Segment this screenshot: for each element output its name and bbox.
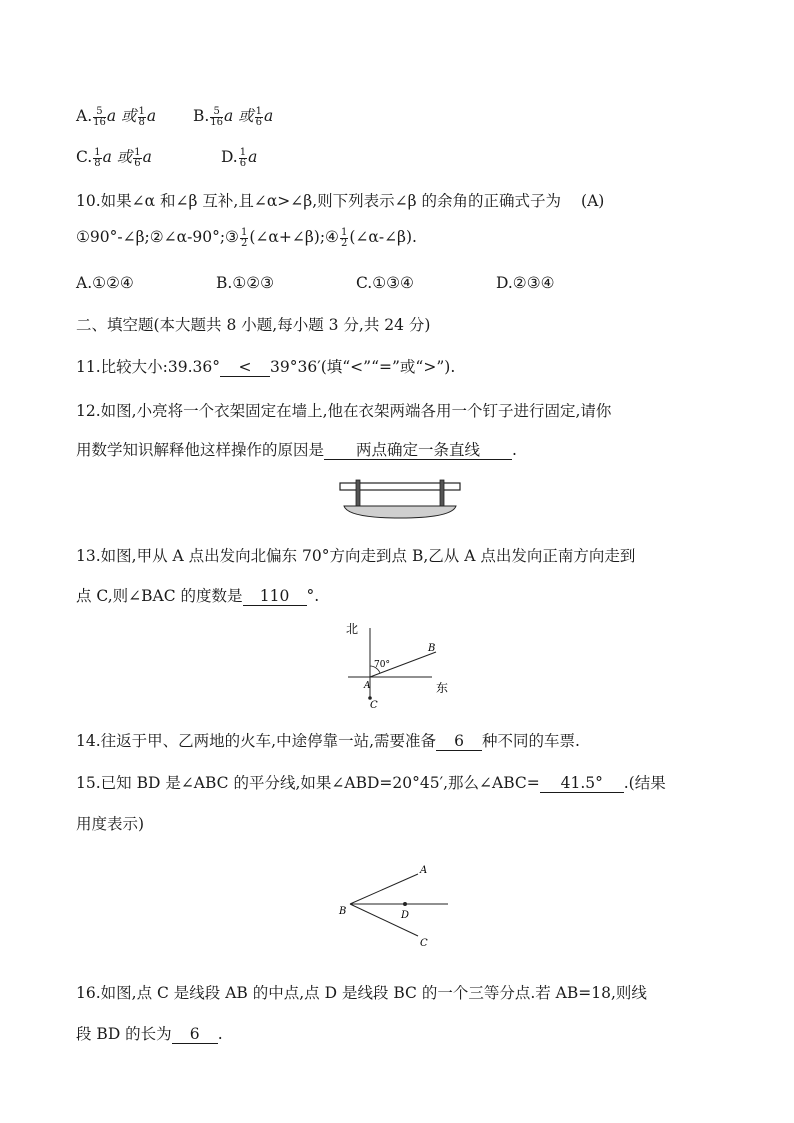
fraction-half <box>340 228 348 249</box>
numerator: 1 <box>340 226 348 238</box>
numerator: 1 <box>138 105 145 117</box>
fraction <box>93 148 101 169</box>
denominator: 6 <box>134 157 141 169</box>
point-d-dot <box>403 902 407 906</box>
q9-options-row2 <box>76 146 257 169</box>
question-text: 种不同的车票. <box>482 732 580 750</box>
denominator: 6 <box>239 157 247 169</box>
answer-blank: 110 <box>243 587 307 606</box>
q10-option-a: A.①②④ <box>76 274 134 292</box>
nail-left <box>356 480 360 508</box>
point-b-label: B <box>428 643 436 654</box>
denominator: 2 <box>340 237 348 249</box>
denominator: 16 <box>93 116 106 128</box>
q14 <box>76 730 580 752</box>
ray-ba <box>350 874 418 904</box>
option-text: a <box>248 148 258 166</box>
expression-text: (∠α-∠β). <box>349 228 417 246</box>
denominator: 16 <box>210 116 223 128</box>
numerator: 5 <box>93 107 106 118</box>
question-text: . <box>217 1025 223 1043</box>
east-label: 东 <box>436 681 449 695</box>
answer-blank: 6 <box>436 732 482 751</box>
fraction <box>93 107 106 128</box>
q13-line2 <box>76 585 319 607</box>
q10-options <box>76 272 555 294</box>
hanger-figure <box>336 478 464 524</box>
option-text: a 或 <box>106 107 137 125</box>
expression-text: ①90°-∠β;②∠α-90°;③ <box>76 228 239 246</box>
q10-expressions <box>76 226 417 249</box>
denominator: 2 <box>240 237 248 249</box>
question-text: 段 BD 的长为 <box>76 1025 172 1043</box>
fraction-half <box>240 228 248 249</box>
q9-options-row1 <box>76 105 273 128</box>
numerator: 1 <box>134 146 141 158</box>
q9-option-c <box>76 146 216 169</box>
point-d-label: D <box>401 910 410 921</box>
question-text: .(结果 <box>623 774 666 792</box>
fraction <box>133 148 141 169</box>
q10-option-b: B.①②③ <box>216 274 275 292</box>
point-a-label: A <box>420 865 428 876</box>
option-label: D. <box>220 148 238 166</box>
answer-blank: < <box>220 358 270 377</box>
q16-line2 <box>76 1023 223 1045</box>
question-text: 11.比较大小:39.36° <box>76 358 220 376</box>
numerator: 1 <box>239 146 247 158</box>
option-label: B. <box>192 107 210 125</box>
denominator: 8 <box>138 116 145 128</box>
question-text: 14.往返于甲、乙两地的火车,中途停靠一站,需要准备 <box>76 732 437 750</box>
answer-blank: 41.5° <box>540 774 624 793</box>
point-c-label: C <box>420 938 428 949</box>
q15-line2: 用度表示) <box>76 815 145 833</box>
q9-option-d <box>221 146 257 169</box>
question-text: . <box>512 441 517 459</box>
angle-bisector-figure <box>336 858 460 952</box>
q11 <box>76 356 455 378</box>
q10-stem <box>76 190 604 212</box>
north-label: 北 <box>346 622 359 636</box>
expression-text: (∠α+∠β);④ <box>249 228 339 246</box>
fraction <box>210 107 223 128</box>
direction-figure <box>340 620 460 712</box>
q10-option-c: C.①③④ <box>356 274 414 292</box>
fraction <box>138 107 146 128</box>
point-c-label: C <box>370 700 378 711</box>
q9-option-a <box>76 105 188 128</box>
fraction <box>239 148 247 169</box>
option-label: A. <box>76 107 93 125</box>
denominator: 8 <box>94 157 101 169</box>
numerator: 1 <box>94 146 101 158</box>
q13-line1: 13.如图,甲从 A 点出发向北偏东 70°方向走到点 B,乙从 A 点出发向正南方向走到 <box>76 547 636 565</box>
question-text: °. <box>306 587 320 605</box>
point-a-label: A <box>364 681 371 691</box>
q16-line1: 16.如图,点 C 是线段 AB 的中点,点 D 是线段 BC 的一个三等分点.若 AB=18,则线 <box>76 984 647 1002</box>
option-text: a 或 <box>102 148 133 166</box>
section-title: 二、填空题(本大题共 8 小题,每小题 3 分,共 24 分) <box>76 316 431 334</box>
question-text: 15.已知 BD 是∠ABC 的平分线,如果∠ABD=20°45′,那么∠ABC= <box>76 774 540 792</box>
numerator: 1 <box>240 226 248 238</box>
nail-right <box>440 480 444 508</box>
question-text: 用数学知识解释他这样操作的原因是 <box>76 441 325 459</box>
option-text: a <box>264 107 274 125</box>
q9-option-b <box>193 105 273 128</box>
option-text: a 或 <box>224 107 254 125</box>
q15-line1 <box>76 772 666 794</box>
fraction <box>255 107 263 128</box>
answer-blank: 两点确定一条直线 <box>324 441 512 460</box>
hanger-bottom <box>344 506 456 518</box>
question-text: 10.如果∠α 和∠β 互补,且∠α>∠β,则下列表示∠β 的余角的正确式子为 <box>76 192 562 210</box>
angle-label: 70° <box>374 660 390 670</box>
numerator: 1 <box>255 105 263 117</box>
question-text: 39°36′(填“<”“=”或“>”). <box>270 358 456 376</box>
q10-option-d: D.②③④ <box>496 274 555 292</box>
q12-line2 <box>76 439 517 461</box>
option-label: C. <box>76 148 93 166</box>
point-b-label: B <box>339 906 347 917</box>
question-text: 点 C,则∠BAC 的度数是 <box>76 587 243 605</box>
option-text: a <box>142 148 152 166</box>
answer-blank: 6 <box>172 1025 218 1044</box>
option-text: a <box>146 107 157 125</box>
numerator: 5 <box>210 107 223 118</box>
q12-line1: 12.如图,小亮将一个衣架固定在墙上,他在衣架两端各用一个钉子进行固定,请你 <box>76 402 612 420</box>
answer-choice: (A) <box>581 192 605 210</box>
denominator: 6 <box>255 116 263 128</box>
